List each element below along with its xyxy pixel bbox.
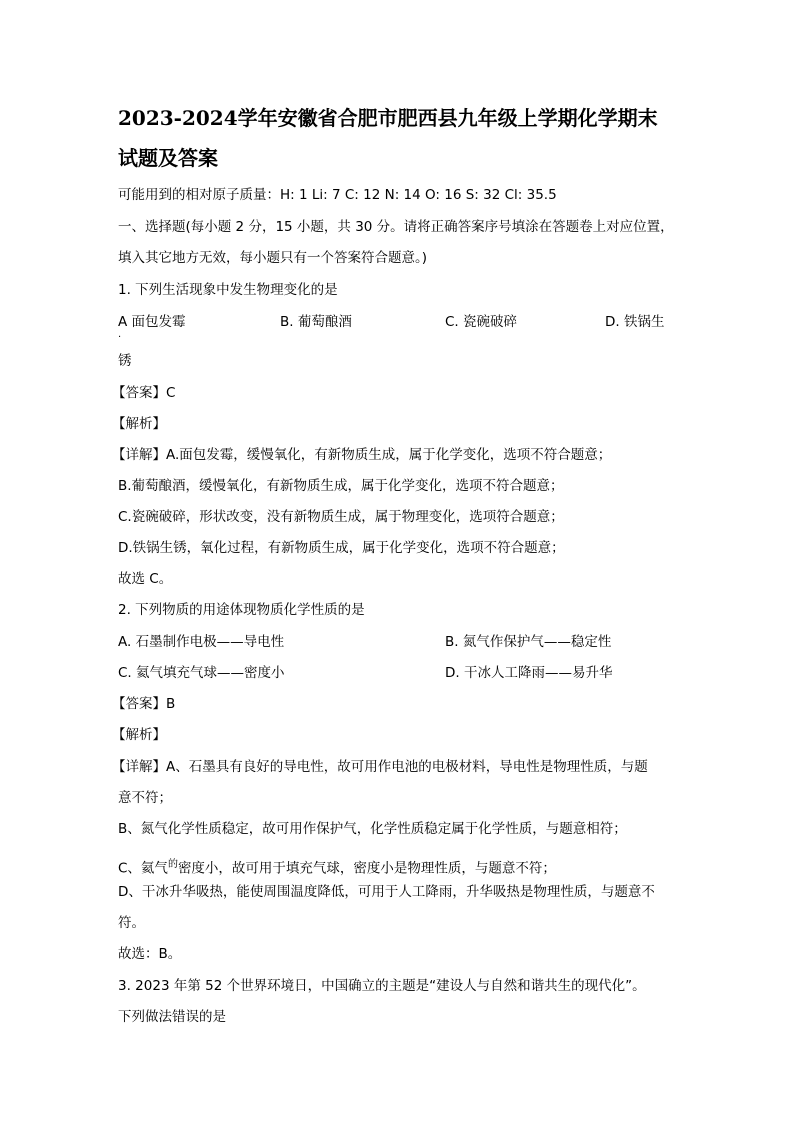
q1-detail-d: D.铁锅生锈，氧化过程，有新物质生成，属于化学变化，选项不符合题意； xyxy=(118,540,565,556)
q1-option-d: D. 铁锅生 xyxy=(605,314,665,330)
detail-text: A、石墨具有良好的导电性，故可用作电池的电极材料，导电性是物理性质，与题 xyxy=(166,759,648,775)
q1-option-a-dot: . xyxy=(118,329,122,340)
q1-option-a: A 面包发霉 xyxy=(118,314,186,330)
q1-conclusion: 故选 C。 xyxy=(118,571,173,587)
q3-stem-2: 下列做法错误的是 xyxy=(118,1009,226,1025)
q2-detail-d-cont: 符。 xyxy=(118,915,145,931)
q1-option-b: B. 葡萄酿酒 xyxy=(280,314,352,330)
detail-text: A.面包发霉，缓慢氧化，有新物质生成，属于化学变化，选项不符合题意； xyxy=(166,447,612,463)
q2-detail-d: D、干冰升华吸热，能使周围温度降低，可用于人工降雨，升华吸热是物理性质，与题意不 xyxy=(118,884,655,900)
q2-option-b: B. 氮气作保护气——稳定性 xyxy=(445,634,612,650)
answer-label: 【答案】 xyxy=(112,696,166,712)
q1-detail-c: C.瓷碗破碎，形状改变，没有新物质生成，属于物理变化，选项符合题意； xyxy=(118,509,564,525)
q1-detail-b: B.葡萄酿酒，缓慢氧化，有新物质生成，属于化学变化，选项不符合题意； xyxy=(118,478,564,494)
q2-conclusion: 故选：B。 xyxy=(118,946,182,962)
q1-analysis-label: 【解析】 xyxy=(112,416,166,432)
q2-answer xyxy=(112,695,175,713)
q1-stem: 1. 下列生活现象中发生物理变化的是 xyxy=(118,282,338,298)
q2-detail-a xyxy=(112,758,648,776)
detail-c-superscript: 的 xyxy=(167,859,178,870)
q2-detail-b: B、氮气化学性质稳定，故可用作保护气，化学性质稳定属于化学性质，与题意相符； xyxy=(118,821,627,837)
q3-stem-1: 3. 2023 年第 52 个世界环境日，中国确立的主题是“建设人与自然和谐共生的现代化”。 xyxy=(118,978,646,994)
answer-value: C xyxy=(166,385,176,401)
answer-label: 【答案】 xyxy=(112,385,166,401)
q1-answer xyxy=(112,384,175,402)
q2-option-c: C. 氦气填充气球——密度小 xyxy=(118,665,285,681)
title-line-2: 试题及答案 xyxy=(118,146,218,170)
q2-analysis-label: 【解析】 xyxy=(112,727,166,743)
section-instructions-1: 一、选择题(每小题 2 分，15 小题，共 30 分。请将正确答案序号填涂在答题卷上对应位置， xyxy=(118,219,674,235)
atomic-masses: 可能用到的相对原子质量：H: 1 Li: 7 C: 12 N: 14 O: 16 S: 32 Cl: 35.5 xyxy=(118,187,557,203)
detail-c-text-rest: 密度小，故可用于填充气球，密度小是物理性质，与题意不符； xyxy=(177,860,556,877)
q1-option-c: C. 瓷碗破碎 xyxy=(445,314,518,330)
answer-value: B xyxy=(166,696,176,712)
section-instructions-2: 填入其它地方无效，每小题只有一个答案符合题意。) xyxy=(118,250,428,266)
detail-c-text: C、氦气 xyxy=(118,860,168,877)
q1-detail-a xyxy=(112,446,611,464)
q2-detail-c xyxy=(118,856,556,878)
title-line-1: 2023-2024学年安徽省合肥市肥西县九年级上学期化学期末 xyxy=(118,106,658,130)
q2-option-a: A. 石墨制作电极——导电性 xyxy=(118,634,285,650)
q2-detail-a-cont: 意不符； xyxy=(118,790,172,806)
q2-stem: 2. 下列物质的用途体现物质化学性质的是 xyxy=(118,602,365,618)
q2-option-d: D. 干冰人工降雨——易升华 xyxy=(445,665,613,681)
detail-label: 【详解】 xyxy=(112,759,166,775)
q1-option-d-cont: 锈 xyxy=(118,353,132,369)
detail-label: 【详解】 xyxy=(112,447,166,463)
